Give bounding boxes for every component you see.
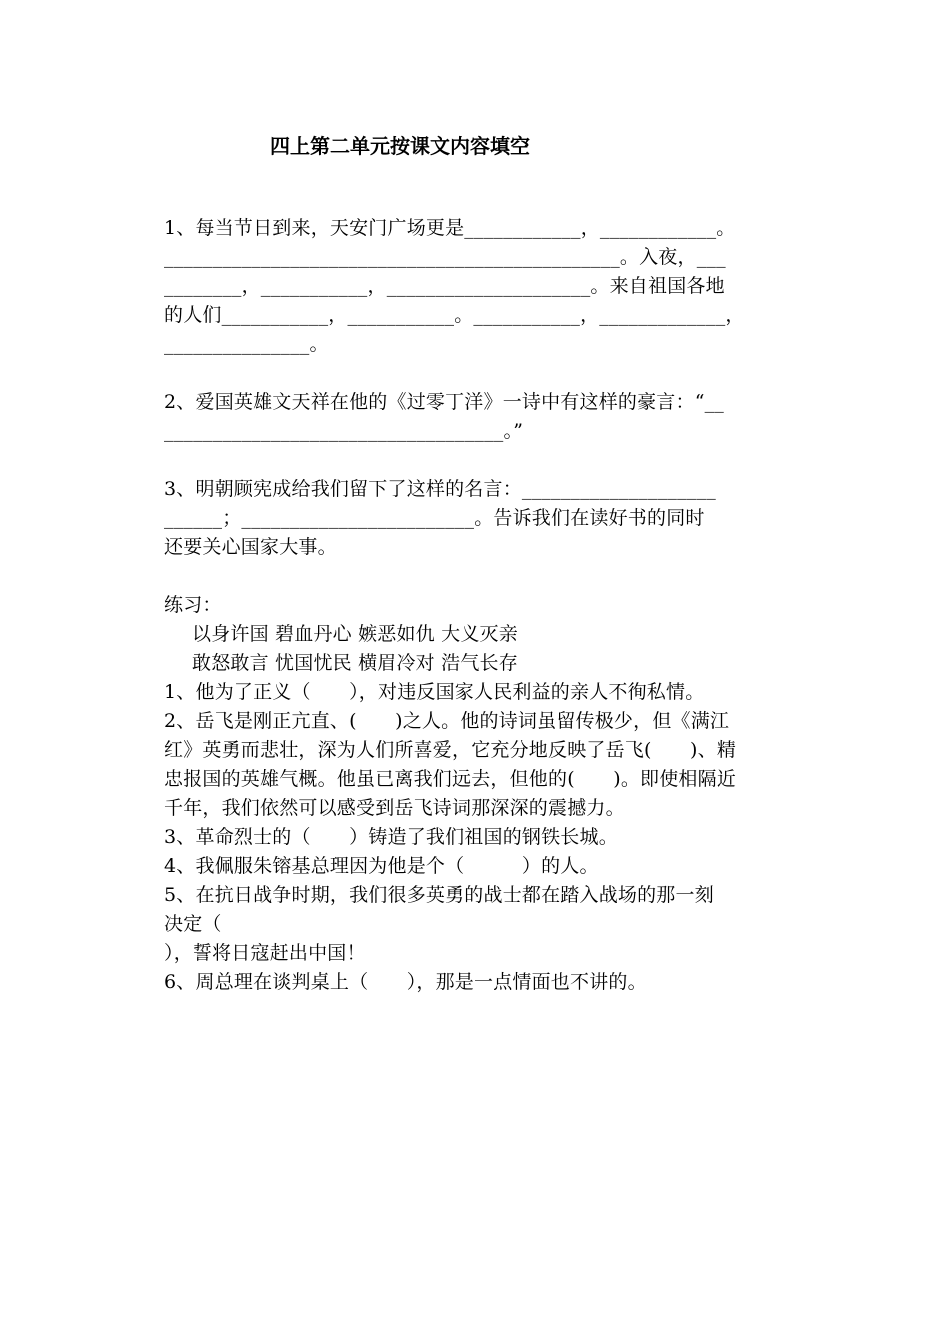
spacer <box>164 446 789 475</box>
practice-heading: 练习： <box>164 594 222 616</box>
practice-item-2-line-3: 忠报国的英雄气概。他虽已离我们远去，但他的( )。即使相隔近 <box>164 768 737 790</box>
question-3 <box>164 475 789 562</box>
practice-item-1: 1、他为了正义（ ），对违反国家人民利益的亲人不徇私情。 <box>164 681 705 703</box>
practice-item-5-line-2: 决定（ <box>164 913 222 935</box>
question-2-line-2: ___________________________________。” <box>164 420 524 442</box>
practice-word-bank-row-2: 敢怒敢言 忧国忧民 横眉冷对 浩气长存 <box>192 652 518 674</box>
practice-item-2-line-4: 千年，我们依然可以感受到岳飞诗词那深深的震撼力。 <box>164 797 625 819</box>
spacer <box>164 562 789 591</box>
question-3-line-3: 还要关心国家大事。 <box>164 536 337 558</box>
practice-word-bank-row-1: 以身许国 碧血丹心 嫉恶如仇 大义灭亲 <box>192 623 518 645</box>
question-1-line-4: 的人们___________，___________。___________，_____________， <box>164 304 745 326</box>
practice-item-5-line-1: 5、在抗日战争时期，我们很多英勇的战士都在踏入战场的那一刻 <box>164 884 714 906</box>
practice-item-3: 3、革命烈士的（ ）铸造了我们祖国的钢铁长城。 <box>164 826 618 848</box>
question-3-line-1: 3、明朝顾宪成给我们留下了这样的名言：____________________ <box>164 478 716 500</box>
document-body <box>164 214 789 997</box>
practice-item-4: 4、我佩服朱镕基总理因为他是个（ ）的人。 <box>164 855 599 877</box>
practice-item-2-line-2: 红》英勇而悲壮，深为人们所喜爱，它充分地反映了岳飞( )、精 <box>164 739 737 761</box>
question-2 <box>164 388 789 446</box>
practice-item-5-line-3: ），誓将日寇赶出中国！ <box>164 942 366 964</box>
question-1-line-2: _______________________________________________。入夜，___ <box>164 246 726 268</box>
practice-section <box>164 591 789 997</box>
document-title: 四上第二单元按课文内容填空 <box>270 134 530 158</box>
practice-item-2-line-1: 2、岳飞是刚正亢直、( )之人。他的诗词虽留传极少，但《满江 <box>164 710 730 732</box>
question-1-line-5: _______________。 <box>164 333 329 355</box>
practice-item-6: 6、周总理在谈判桌上（ ），那是一点情面也不讲的。 <box>164 971 647 993</box>
question-1 <box>164 214 789 359</box>
question-1-line-3: ________，___________，_____________________。来自祖国各地 <box>164 275 725 297</box>
question-1-line-1: 1、每当节日到来，天安门广场更是____________，____________。 <box>164 217 736 239</box>
spacer <box>164 359 789 388</box>
question-3-line-2: ______；________________________。告诉我们在读好书的同时 <box>164 507 705 529</box>
question-2-line-1: 2、爱国英雄文天祥在他的《过零丁洋》一诗中有这样的豪言：“__ <box>164 391 725 413</box>
